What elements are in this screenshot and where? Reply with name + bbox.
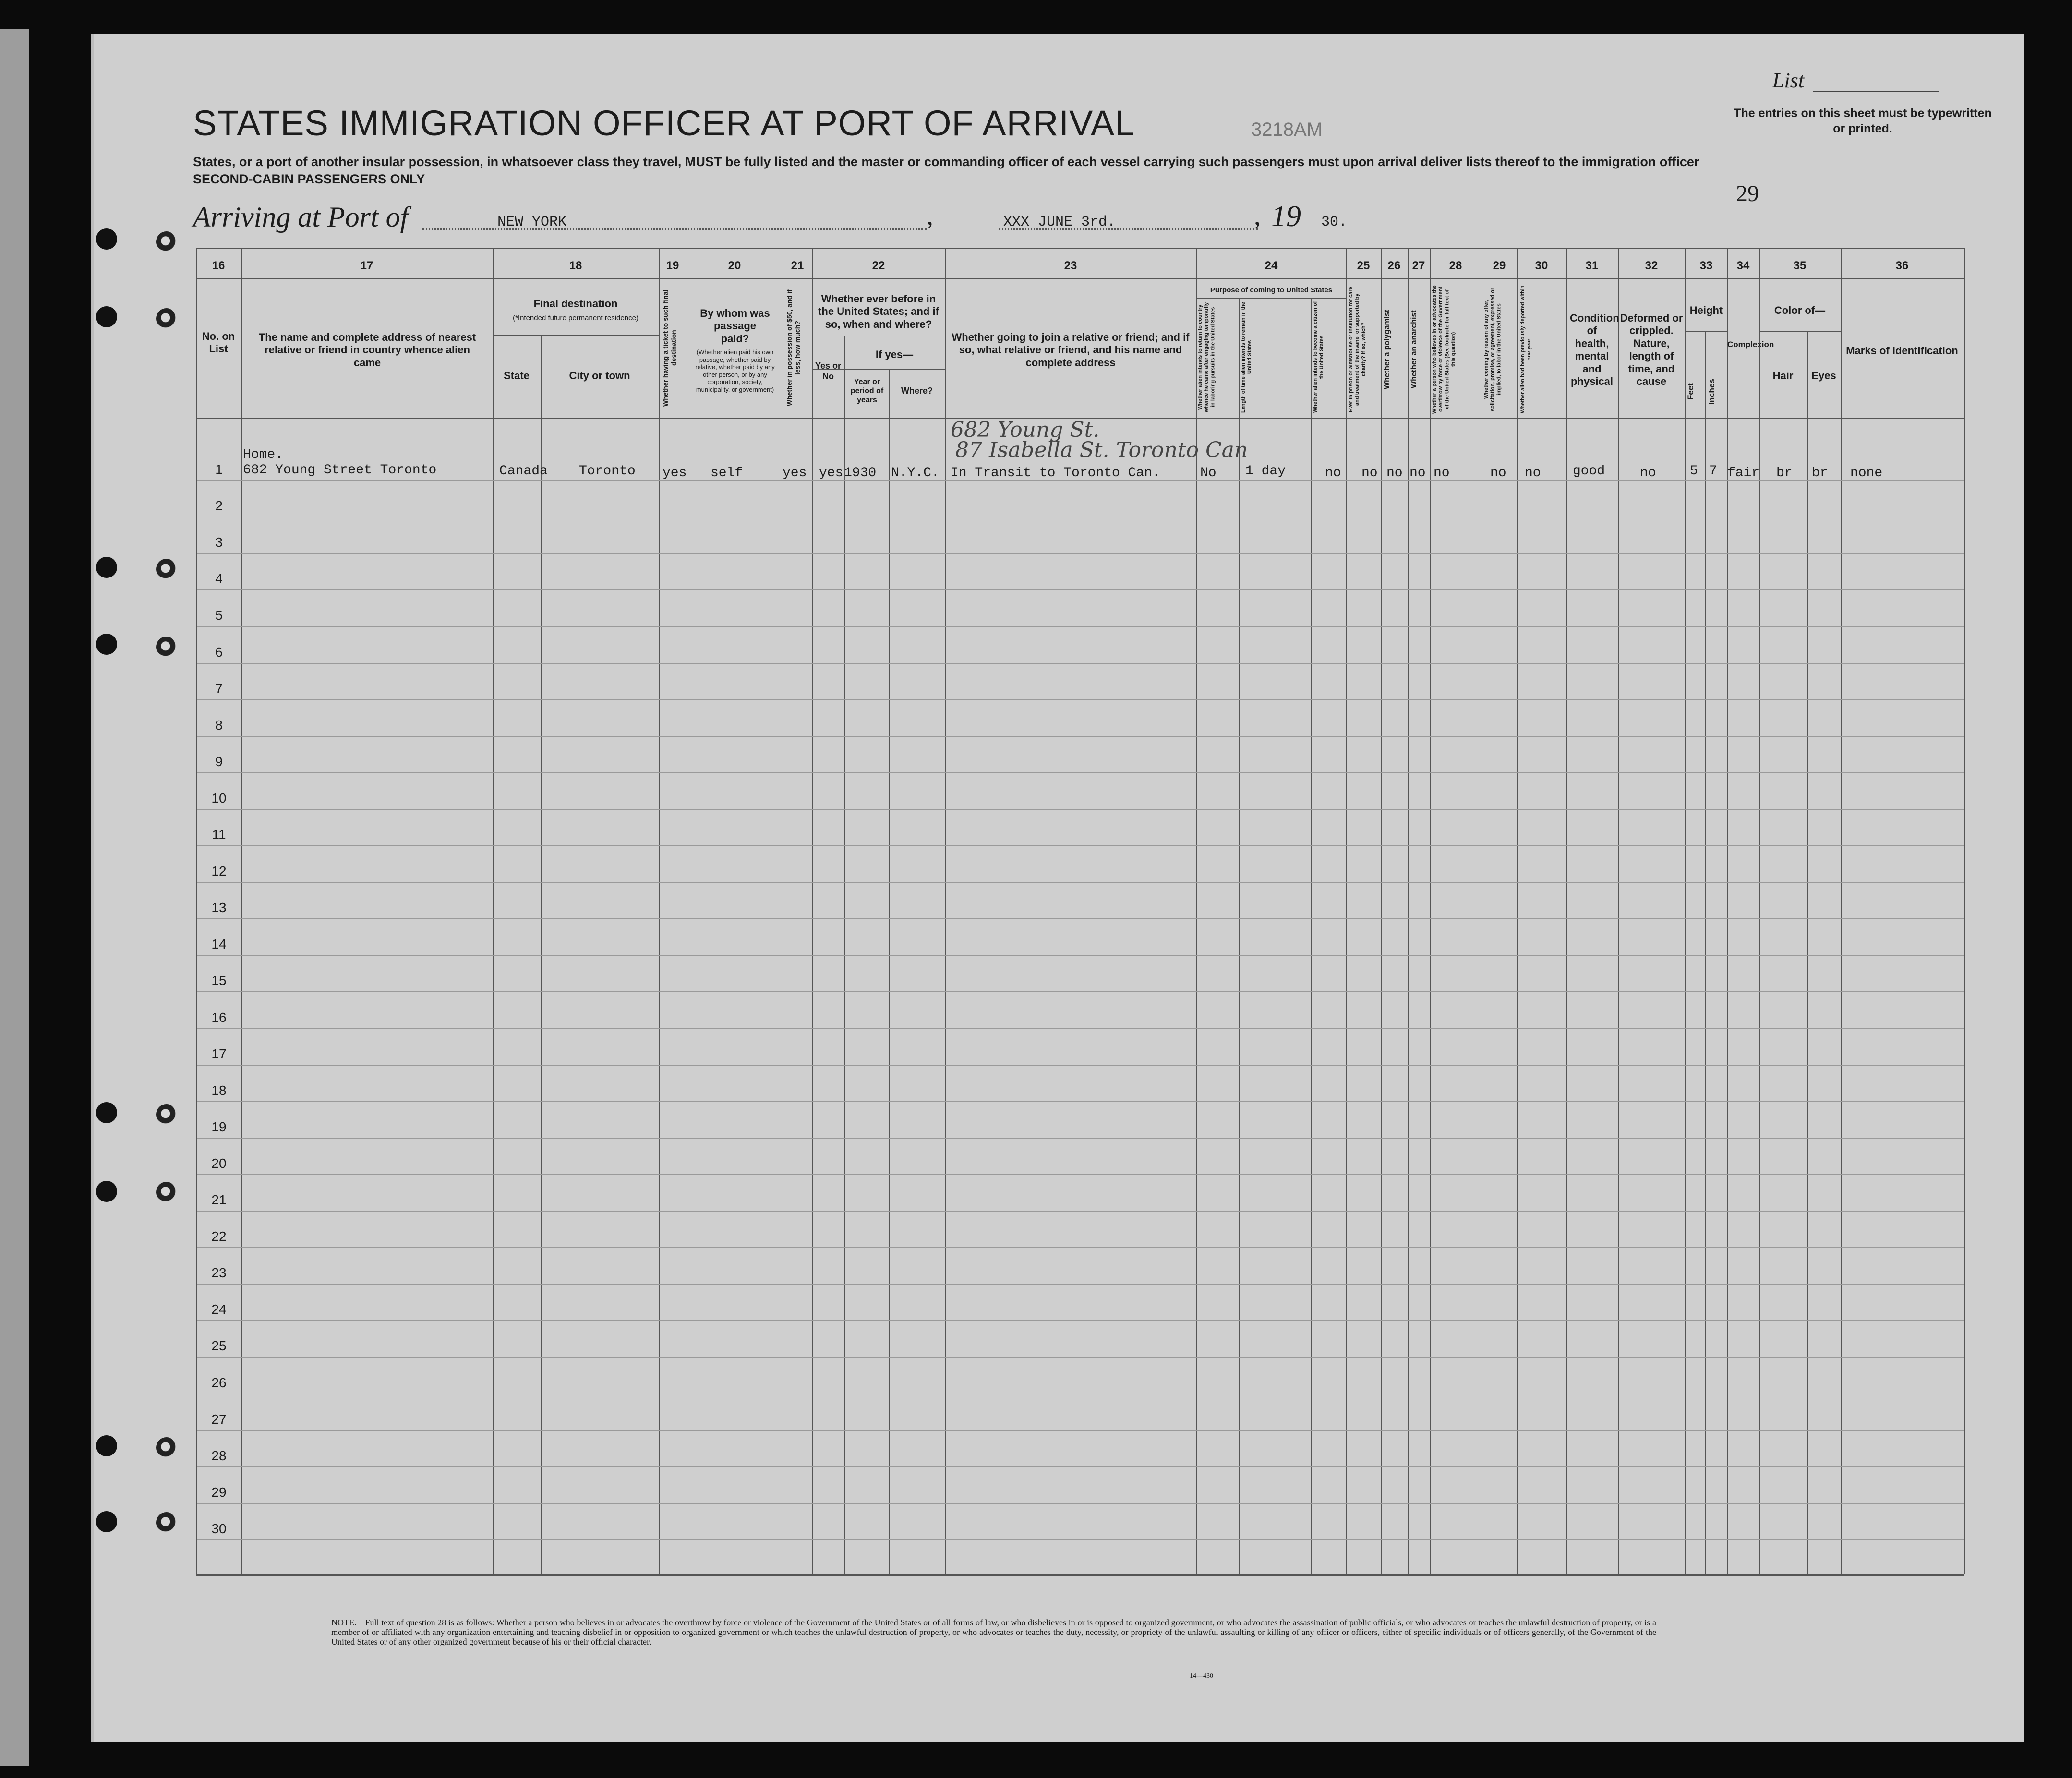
col-rule [1346,248,1347,1574]
col29-header: Whether coming by reason of any offer, solicitation, promise, or agreement, expressed or implied, to labor in the United States [1483,288,1502,411]
row-number: 17 [211,1046,227,1061]
entry-inches: 7 [1709,464,1717,479]
entry-relative-line1: Home. [243,447,284,462]
form-class: SECOND-CABIN PASSENGERS ONLY [193,172,425,186]
col-rule [1618,248,1619,1574]
row-rule [197,1284,1964,1285]
col16-header: No. on List [202,330,235,355]
entry-ticket: yes [663,466,687,481]
col-rule [1705,331,1706,1574]
row-number: 24 [211,1302,227,1317]
entry-deported: no [1525,466,1541,481]
col-number: 19 [666,259,679,272]
col23-header: Whether going to join a relative or friend; and if so, what relative or friend, and his name and complete address [952,331,1190,369]
col18-note: (*Intended future permanent residence) [513,314,638,322]
col-rule [1381,248,1382,1574]
entry-polygamist: no [1386,466,1403,481]
entry-city: Toronto [579,464,636,479]
port-value: NEW YORK [497,214,567,230]
row-number: 16 [211,1010,227,1025]
arriving-label: Arriving at Port of [193,201,409,233]
punch-hole [156,1437,177,1458]
date-value: XXX JUNE 3rd. [1003,214,1116,230]
col22-where: Where? [901,386,933,396]
row-rule [197,1101,1964,1102]
entry-paid-by: self [711,466,743,481]
entry-joining: In Transit to Toronto Can. [951,466,1160,481]
col-number: 22 [872,259,885,272]
table-bottom-border [196,1574,1964,1576]
row-number: 26 [211,1375,227,1390]
sheet-number: 29 [1736,181,1759,206]
row-number: 8 [215,718,223,733]
row-number: 21 [211,1192,227,1207]
col27-header: Whether an anarchist [1410,310,1418,389]
col-rule [493,248,494,1574]
col-rule [1841,248,1842,1574]
entry-before-us: yes [819,466,843,481]
row-rule [197,663,1964,664]
row-rule [197,1211,1964,1212]
footnote: NOTE.—Full text of question 28 is as follows: Whether a person who believes in or advocates the overthrow by force or violence of the Government of the United States or of all forms of law, or who disbelieves in or is opposed to organized government, or who advocates the assassination of public officials, or who advocates or teaches the unlawful destruction of property, or is a member of or affiliated with any organization entertaining and teaching disbelief in or opposition to organized government or which teaches the unlawful destruction of property, or who advocates or teaches the duty, necessity, or propriety of the unlawful assaulting or killing of any officer or officers, either of specific individuals or of officers generally, of the Government of the United States or of any other organized government because of his or their official character. [331,1618,1656,1646]
row-rule [197,1065,1964,1066]
col24c-header: Whether alien intends to become a citizen of the United States [1313,301,1325,413]
col-number: 31 [1585,259,1599,272]
col34-header: Complexion [1727,340,1774,349]
col24b-header: Length of time alien intends to remain in the United States [1241,301,1253,413]
comma: , [927,201,933,231]
punch-hole [156,559,177,580]
row-number: 10 [211,791,227,805]
entry-state: Canada [499,464,548,479]
col-rule [1759,248,1760,1574]
col36-header: Marks of identification [1846,345,1958,357]
row-number: 6 [215,645,223,660]
col-rule [1964,248,1965,1574]
punch-hole [156,1182,177,1203]
form-subtitle: States, or a port of another insular possession, in whatsoever class they travel, MUST be fully listed and the master or commanding officer of each vessel carrying such passengers must upon arrival deliver lists thereof to the immigration officer [193,155,1699,169]
row-rule [197,1539,1964,1540]
col-number: 36 [1895,259,1909,272]
col-rule [1239,298,1240,1574]
entry-joining-handwritten-1: 682 Young St. [951,418,1100,442]
subrule-33 [1685,331,1727,332]
row-number: 27 [211,1412,227,1427]
row-rule [197,1466,1964,1467]
col24a-header: Whether alien intends to return to country whence he came after engaging temporarily in laboring pursuits in the United States [1197,302,1216,412]
row-number: 29 [211,1485,227,1500]
col-number: 23 [1064,259,1077,272]
table-top-border [196,248,1964,249]
entry-feet: 5 [1690,464,1698,479]
entry-hair: br [1776,466,1793,481]
row-number: 28 [211,1448,227,1463]
col-number: 18 [569,259,582,272]
col18-city: City or town [569,370,630,382]
entry-eyes: br [1812,466,1828,481]
punch-hole [156,1104,177,1125]
col-number: 33 [1699,259,1713,272]
entry-where: N.Y.C. [891,466,940,481]
col28-header: Whether a person who believes in or advocates the overthrow by force or violence of the Government of the United States (See footnote for full text of this question) [1432,285,1457,414]
entry-labor: no [1490,466,1506,481]
col33-header: Height [1689,304,1723,316]
entry-joining-handwritten-2: 87 Isabella St. Toronto Can [955,438,1248,462]
row-rule [197,1174,1964,1175]
col35-hair: Hair [1772,370,1794,382]
col-number: 24 [1265,259,1278,272]
col-number: 32 [1645,259,1658,272]
row-rule [197,626,1964,627]
col20-header: By whom was passage paid? [700,307,770,345]
list-label: List [1772,69,1805,92]
row-number: 2 [215,498,223,513]
row-number: 19 [211,1119,227,1134]
col-rule [1807,331,1808,1574]
col-rule [945,248,946,1574]
col-number: 16 [212,259,225,272]
col24-header: Purpose of coming to United States [1210,286,1333,294]
col26-header: Whether a polygamist [1383,309,1391,390]
punch-hole [96,634,117,655]
row-number: 30 [211,1521,227,1536]
punch-hole [156,637,177,658]
col-rule [659,248,660,1574]
year-prefix: 19 [1271,200,1301,233]
year-suffix: 30. [1321,214,1348,230]
header-number-rule [196,278,1964,279]
punch-hole [96,1511,117,1532]
row-number: 4 [215,571,223,586]
col-rule [1408,248,1409,1574]
col22-yesno: Yes or No [815,361,842,381]
col-number: 35 [1793,259,1807,272]
row-number: 12 [211,864,227,878]
row-rule [197,809,1964,810]
row-rule [197,845,1964,846]
col-number: 17 [360,259,373,272]
col-number: 28 [1449,259,1462,272]
col32-header: Deformed or crippled. Nature, length of time, and cause [1620,312,1683,387]
row-number: 7 [215,681,223,696]
row-rule [197,1138,1964,1139]
row-rule [197,699,1964,700]
row-rule [197,991,1964,992]
col-number: 21 [791,259,804,272]
col18-header: Final destination [533,298,618,310]
row-number: 1 [215,462,223,477]
row-number: 25 [211,1338,227,1353]
col-number: 20 [728,259,741,272]
col-number: 26 [1387,259,1401,272]
comma: , [1254,201,1261,231]
col33-feet: Feet [1686,383,1695,400]
col-number: 29 [1493,259,1506,272]
list-number-line [1813,91,1939,92]
col-number: 25 [1357,259,1370,272]
row-rule [197,1430,1964,1431]
instructions: The entries on this sheet must be typewritten or printed. [1734,107,1992,135]
adjacent-page-edge [0,29,29,1766]
col22-header: Whether ever before in the United States; and if so, when and where? [818,293,939,330]
row-rule [197,736,1964,737]
col17-header: The name and complete address of nearest relative or friend in country whence alien came [258,331,476,369]
col-number: 27 [1412,259,1425,272]
row-rule [197,1028,1964,1029]
col20-note: (Whether alien paid his own passage, whether paid by relative, whether paid by any other person, or by any corporation, society, municipality, or government) [695,348,775,393]
punch-hole [96,1102,117,1123]
col21-header: Whether in possession of $50, and if less, how much? [785,289,801,407]
col25-header: Ever in prison or almshouse or institution for care and treatment of the insane, or supported by charity? If so, which? [1348,287,1367,412]
row-number: 22 [211,1229,227,1244]
punch-hole [96,557,117,578]
entry-prison: no [1361,466,1378,481]
entry-citizen: no [1325,466,1341,481]
row-number: 3 [215,535,223,550]
col33-inches: Inches [1707,379,1716,405]
row-rule [197,918,1964,919]
entry-has-50: yes [783,466,807,481]
col31-header: Condition of health, mental and physical [1570,312,1619,387]
punch-hole [156,231,177,252]
punch-hole [96,306,117,327]
row-number: 9 [215,754,223,769]
entry-marks: none [1850,466,1883,481]
subrule-18 [493,335,659,336]
row-rule [197,1247,1964,1248]
subrule-24 [1196,298,1346,299]
row-number: 15 [211,973,227,988]
entry-laboring: No [1200,466,1217,481]
col-rule [1566,248,1567,1574]
row-rule [197,955,1964,956]
col-rule [1685,248,1686,1574]
row-rule [197,1320,1964,1321]
punch-hole [96,228,117,250]
row-number: 5 [215,608,223,623]
col18-state: State [504,370,530,382]
row-rule [197,589,1964,590]
row-rule [197,553,1964,554]
col-number: 34 [1736,259,1750,272]
col19-header: Whether having a ticket to such final destination [662,289,677,407]
row-number: 18 [211,1083,227,1098]
punch-hole [96,1181,117,1202]
col22-ifyes: If yes— [875,348,914,360]
row-number: 13 [211,900,227,915]
row-rule [197,1503,1964,1504]
entry-overthrow: no [1434,466,1450,481]
entry-year: 1930 [844,466,877,481]
manifest-sheet [91,34,2024,1742]
col22-year: Year or period of years [850,378,884,405]
row-rule [197,1357,1964,1358]
col-rule [1517,248,1518,1574]
row-number: 14 [211,937,227,951]
entry-relative-line2: 682 Young Street Toronto [243,463,437,478]
row-number: 20 [211,1156,227,1171]
subrule-35 [1759,331,1841,332]
row-rule [197,772,1964,773]
col-rule [812,248,813,1574]
punch-hole [96,1435,117,1456]
row-number: 11 [212,827,226,842]
col35-header: Color of— [1774,304,1826,316]
entry-length: 1 day [1245,464,1286,479]
row-rule [197,882,1964,883]
col-rule [1727,248,1728,1574]
entry-complexion: fair [1727,466,1760,481]
form-number: 14—430 [1190,1672,1213,1680]
punch-hole [156,308,177,329]
punch-hole [156,1512,177,1533]
entry-health: good [1573,464,1605,479]
entry-anarchist: no [1409,466,1426,481]
form-title: STATES IMMIGRATION OFFICER AT PORT OF ARRIVAL [193,103,1135,143]
col30-header: Whether alien had been previously deported within one year [1520,285,1532,414]
col35-eyes: Eyes [1811,370,1836,382]
col-rule [1311,298,1312,1574]
col-number: 30 [1535,259,1548,272]
row-number: 23 [211,1265,227,1280]
col-rule [1430,248,1431,1574]
col-rule [241,248,242,1574]
stamp: 3218AM [1251,119,1323,140]
entry-deformed: no [1640,466,1656,481]
